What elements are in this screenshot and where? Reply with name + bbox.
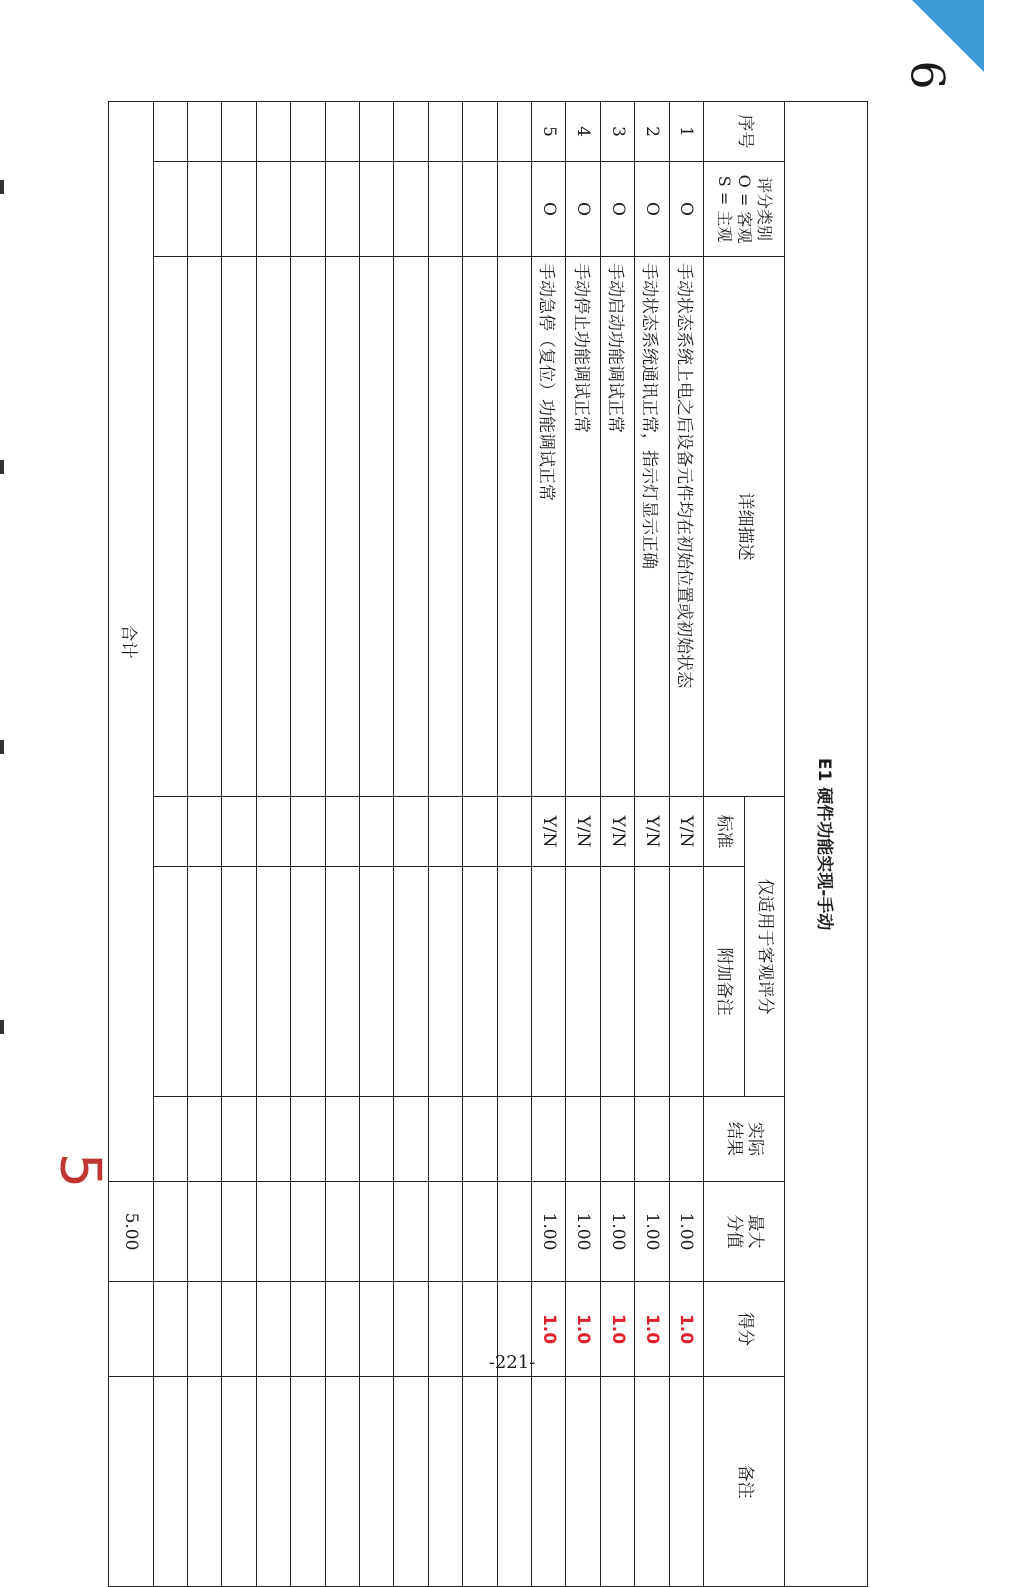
row-max: 1.00 (600, 1182, 634, 1282)
margin-mark (0, 180, 4, 194)
row-extra-note (600, 867, 634, 1097)
row-max: 1.00 (532, 1182, 566, 1282)
row-category: O (600, 162, 634, 257)
header-category: 评分类别 O = 客观 S = 主观 (704, 162, 785, 257)
row-description: 手动停止功能调试正常 (566, 257, 600, 797)
row-extra-note (635, 867, 669, 1097)
row-description: 手动启动功能调试正常 (600, 257, 634, 797)
total-remark (109, 1377, 154, 1587)
table-title: E1 硬件功能实现-手动 (785, 102, 868, 1587)
row-max: 1.00 (669, 1182, 703, 1282)
row-score: 1.0 (669, 1282, 703, 1377)
header-extra-note: 附加备注 (704, 867, 744, 1097)
margin-mark (0, 1020, 4, 1034)
header-score: 得分 (704, 1282, 785, 1377)
row-description: 手动状态系统上电之后设备元件均在初始位置或初始状态 (669, 257, 703, 797)
row-standard: Y/N (566, 797, 600, 867)
row-seq: 2 (635, 102, 669, 162)
row-extra-note (532, 867, 566, 1097)
row-description: 手动急停（复位）功能调试正常 (532, 257, 566, 797)
row-extra-note (566, 867, 600, 1097)
row-seq: 5 (532, 102, 566, 162)
row-standard: Y/N (600, 797, 634, 867)
row-remark (669, 1377, 703, 1587)
row-actual (635, 1097, 669, 1182)
row-standard: Y/N (669, 797, 703, 867)
row-max: 1.00 (566, 1182, 600, 1282)
header-actual: 实际 结果 (704, 1097, 785, 1182)
header-objective-only: 仅适用于客观评分 (744, 797, 784, 1097)
row-remark (566, 1377, 600, 1587)
row-actual (532, 1097, 566, 1182)
header-remark: 备注 (704, 1377, 785, 1587)
row-category: O (532, 162, 566, 257)
row-extra-note (669, 867, 703, 1097)
row-actual (566, 1097, 600, 1182)
row-remark (600, 1377, 634, 1587)
row-max: 1.00 (635, 1182, 669, 1282)
row-remark (532, 1377, 566, 1587)
row-standard: Y/N (532, 797, 566, 867)
margin-mark (0, 460, 4, 474)
handwritten-total: 5 (47, 1152, 113, 1189)
header-description: 详细描述 (704, 257, 785, 797)
row-seq: 4 (566, 102, 600, 162)
total-max: 5.00 (109, 1182, 154, 1282)
header-standard: 标准 (704, 797, 744, 867)
page-number: -221- (488, 1352, 536, 1373)
row-score: 1.0 (635, 1282, 669, 1377)
row-standard: Y/N (635, 797, 669, 867)
total-label: 合计 (109, 102, 154, 1182)
row-category: O (635, 162, 669, 257)
header-seq: 序号 (704, 102, 785, 162)
row-remark (635, 1377, 669, 1587)
page-mark: 6 (900, 60, 955, 90)
row-seq: 1 (669, 102, 703, 162)
margin-mark (0, 740, 4, 754)
row-category: O (669, 162, 703, 257)
row-score: 1.0 (600, 1282, 634, 1377)
row-category: O (566, 162, 600, 257)
row-score: 1.0 (566, 1282, 600, 1377)
row-score: 1.0 (532, 1282, 566, 1377)
row-seq: 3 (600, 102, 634, 162)
row-actual (669, 1097, 703, 1182)
header-max: 最大 分值 (704, 1182, 785, 1282)
row-description: 手动状态系统通讯正常，指示灯显示正确 (635, 257, 669, 797)
row-actual (600, 1097, 634, 1182)
